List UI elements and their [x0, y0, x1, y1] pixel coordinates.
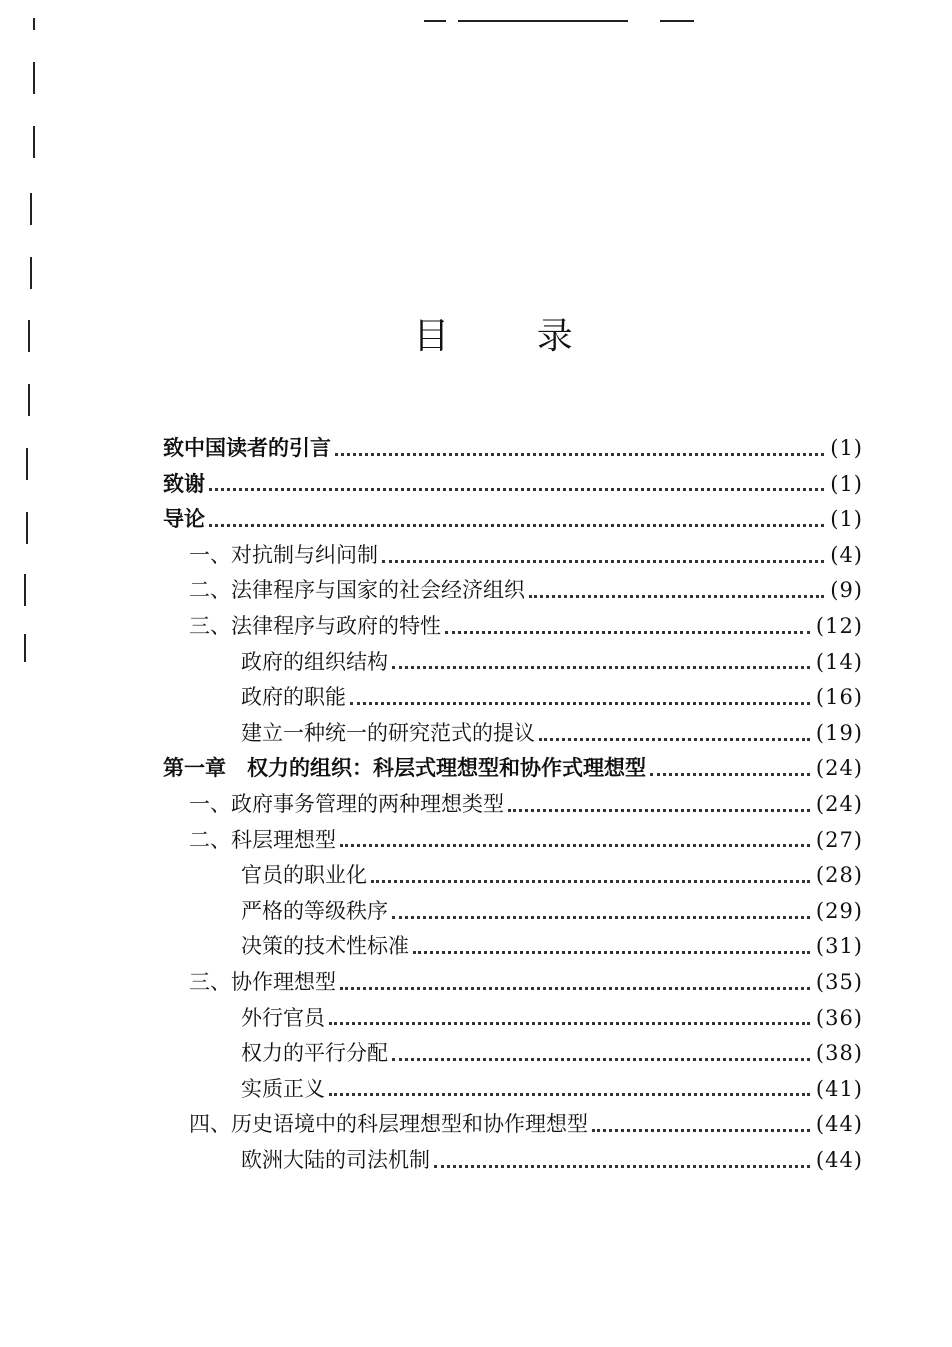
- scan-mark-left-3: [33, 126, 35, 158]
- toc-dot-leader: [529, 594, 824, 598]
- toc-entry[interactable]: [163, 1037, 863, 1073]
- toc-entry[interactable]: [163, 432, 863, 468]
- toc-entry-page-number: (1): [830, 471, 863, 496]
- toc-entry-label: 实质正义: [241, 1076, 325, 1101]
- toc-entry-label: 一、对抗制与纠问制: [189, 542, 378, 567]
- toc-entry-page-number: (1): [830, 436, 863, 460]
- toc-dot-leader: [445, 630, 810, 634]
- toc-entry-label: 二、法律程序与国家的社会经济组织: [189, 578, 525, 603]
- toc-dot-leader: [539, 737, 810, 741]
- toc-entry[interactable]: [163, 966, 863, 1002]
- table-of-contents: [163, 432, 863, 1179]
- toc-entry-page-number: (28): [815, 863, 863, 888]
- toc-entry-label: 政府的职能: [241, 685, 346, 710]
- toc-entry-page-number: (44): [815, 1112, 863, 1137]
- toc-entry[interactable]: [163, 574, 863, 610]
- toc-dot-leader: [371, 879, 810, 883]
- toc-entry[interactable]: [163, 1144, 863, 1180]
- toc-dot-leader: [340, 986, 810, 990]
- toc-entry-label: 致中国读者的引言: [163, 435, 331, 460]
- scan-rule-top-1: [424, 20, 446, 22]
- toc-entry[interactable]: [163, 895, 863, 931]
- scan-mark-left-2: [33, 62, 35, 94]
- toc-entry-label: 四、历史语境中的科层理想型和协作理想型: [189, 1112, 588, 1137]
- toc-entry-label: 政府的组织结构: [241, 649, 388, 674]
- toc-entry-label: 外行官员: [241, 1005, 325, 1030]
- toc-entry-label: 导论: [163, 506, 205, 532]
- toc-entry-label: 权力的平行分配: [241, 1041, 388, 1066]
- toc-entry-label: 决策的技术性标准: [241, 934, 409, 959]
- toc-entry-page-number: (16): [815, 685, 863, 710]
- toc-entry-page-number: (4): [830, 542, 863, 567]
- scan-mark-left-4: [30, 193, 32, 225]
- toc-entry-label: 官员的职业化: [241, 863, 367, 888]
- toc-entry-page-number: (29): [815, 898, 863, 923]
- toc-entry[interactable]: [163, 1002, 863, 1038]
- toc-entry-label: 三、协作理想型: [189, 969, 336, 994]
- toc-entry-page-number: (31): [815, 934, 863, 959]
- toc-entry-page-number: (19): [815, 720, 863, 745]
- toc-dot-leader: [392, 915, 810, 919]
- toc-dot-leader: [329, 1092, 810, 1096]
- toc-entry-page-number: (9): [830, 578, 863, 603]
- scan-rule-top-2: [458, 20, 628, 22]
- toc-entry[interactable]: [163, 503, 863, 539]
- toc-entry-page-number: (24): [815, 791, 863, 816]
- scan-mark-left-9: [26, 512, 28, 544]
- toc-dot-leader: [209, 523, 824, 527]
- toc-dot-leader: [209, 487, 824, 491]
- toc-entry[interactable]: [163, 824, 863, 860]
- toc-dot-leader: [392, 1057, 810, 1061]
- toc-entry[interactable]: [163, 468, 863, 504]
- toc-entry-label: 致谢: [163, 470, 205, 496]
- scan-mark-left-5: [30, 257, 32, 289]
- toc-entry[interactable]: [163, 610, 863, 646]
- toc-entry-label: 二、科层理想型: [189, 827, 336, 852]
- toc-dot-leader: [340, 843, 810, 847]
- scan-mark-left-11: [24, 634, 26, 662]
- toc-entry-page-number: (12): [815, 613, 863, 638]
- toc-entry[interactable]: [163, 1108, 863, 1144]
- scan-rule-top-3: [660, 20, 694, 22]
- toc-dot-leader: [392, 665, 810, 669]
- toc-dot-leader: [508, 808, 810, 812]
- toc-entry[interactable]: [163, 752, 863, 788]
- toc-dot-leader: [329, 1021, 810, 1025]
- toc-entry-label: 建立一种统一的研究范式的提议: [241, 720, 535, 745]
- toc-dot-leader: [650, 772, 810, 776]
- toc-entry[interactable]: [163, 681, 863, 717]
- toc-entry-page-number: (35): [815, 969, 863, 994]
- toc-entry[interactable]: [163, 539, 863, 575]
- scan-mark-left-7: [28, 384, 30, 416]
- toc-entry-label: 严格的等级秩序: [241, 898, 388, 923]
- toc-entry-label: 一、政府事务管理的两种理想类型: [189, 791, 504, 816]
- toc-dot-leader: [434, 1164, 810, 1168]
- page-title: 目 录: [413, 316, 611, 358]
- toc-entry-page-number: (14): [815, 649, 863, 674]
- toc-entry-page-number: (24): [815, 756, 863, 781]
- scan-mark-left-8: [26, 448, 28, 480]
- toc-entry-label: 三、法律程序与政府的特性: [189, 613, 441, 638]
- toc-entry[interactable]: [163, 1073, 863, 1109]
- toc-entry[interactable]: [163, 646, 863, 682]
- toc-entry-page-number: (41): [815, 1076, 863, 1101]
- toc-entry-page-number: (36): [815, 1005, 863, 1030]
- toc-entry[interactable]: [163, 859, 863, 895]
- scan-mark-left-1: [33, 18, 35, 30]
- toc-entry[interactable]: [163, 788, 863, 824]
- toc-entry[interactable]: [163, 930, 863, 966]
- toc-entry-page-number: (1): [830, 507, 863, 532]
- toc-entry-page-number: (44): [815, 1147, 863, 1172]
- toc-dot-leader: [413, 950, 810, 954]
- toc-entry-label: 欧洲大陆的司法机制: [241, 1147, 430, 1172]
- toc-dot-leader: [335, 452, 824, 456]
- toc-entry-page-number: (27): [815, 827, 863, 852]
- toc-dot-leader: [350, 701, 810, 705]
- toc-entry-page-number: (38): [815, 1041, 863, 1066]
- scan-mark-left-10: [24, 574, 26, 606]
- toc-dot-leader: [382, 559, 824, 563]
- toc-entry[interactable]: [163, 717, 863, 753]
- toc-entry-label: 第一章 权力的组织：科层式理想型和协作式理想型: [163, 755, 646, 781]
- toc-dot-leader: [592, 1128, 810, 1132]
